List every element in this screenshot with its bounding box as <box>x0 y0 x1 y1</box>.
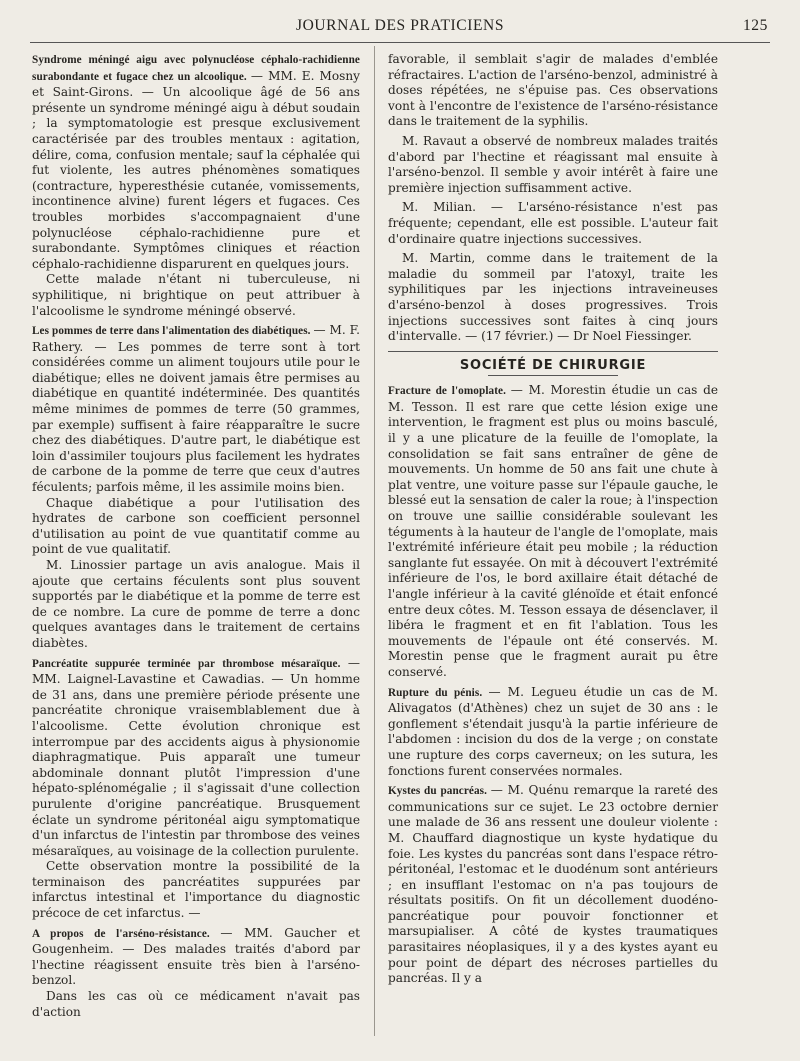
article <box>388 685 718 780</box>
continuation-paragraph: favorable, il semblait s'agir de malades d'emblée réfractaires. L'action de l'arséno-benzol, administré à doses répétées, ne s'épuise pas. Ces observations vont à l'encontre de l'existence de l'arséno-résistance dans le traitement de la syphilis. <box>388 52 718 129</box>
header-rule <box>30 42 770 43</box>
right-column <box>388 52 718 991</box>
running-header <box>30 17 770 39</box>
article-paragraph: Cette observation montre la possibilité de la terminaison des pancréatites suppurées par infarctus intestinal et l'importance du diagnostic précoce de cet infarctus. — <box>32 859 360 921</box>
article-paragraph: — MM. E. Mosny et Saint-Girons. — Un alcoolique âgé de 56 ans présente un syndrome méningé aigu à début soudain ; la symptomatologie est presque exclusivement caractérisée par des troubles mentaux : agitation, délire, coma, confusion mentale; sauf la céphalée qui fut violente, les autres phénomènes somatiques (contracture, hyperesthésie cutanée, vomissements, incontinence alvine) furent légers et fugaces. Ces troubles morbides s'accompagnaient d'une polynucléose céphalo-rachidienne pure et surabondante. Symptômes cliniques et réaction céphalo-rachidienne disparurent en quelques jours. <box>32 68 360 271</box>
article-paragraph: Chaque diabétique a pour l'utilisation des hydrates de carbone son coefficient personnel d'utilisation au point de vue quantitatif comme au point de vue qualitatif. <box>32 495 360 557</box>
article-paragraph: — M. Quénu remarque la rareté des communications sur ce sujet. Le 23 octobre dernier une malade de 36 ans ressent une douleur violente : M. Chauffard diagnostique un kyste hydatique du foie. Les kystes du pancréas sont dans l'espace rétro-péritonéal, l'estomac et le duodénum sont antérieurs ; en insufflant l'estomac on n'a pas toujours de résultats positifs. On fit un décollement duodéno-pancréatique pour pouvoir fonctionner et marsupialiser. A côté de kystes traumatiques parasitaires néoplasiques, il y a des kystes ayant eu pour point de départ des nécroses partielles du pancréas. Il y a <box>388 783 718 986</box>
column-divider <box>374 46 375 1036</box>
article-paragraph: — MM. Gaucher et Gougenheim. — Des malades traités d'abord par l'hectine réagissent ensuite très bien à l'arséno-benzol. <box>32 925 360 988</box>
article-title: Pancréatite suppurée terminée par thrombose mésaraïque. <box>32 657 348 670</box>
article-title: Rupture du pénis. <box>388 686 489 699</box>
article-paragraph: M. Linossier partage un avis analogue. Mais il ajoute que certains féculents sont plus souvent supportés par le diabétique et la pomme de terre est de ce nombre. La cure de pomme de terre a donc quelques avantages dans le traitement de certains diabètes. <box>32 558 360 650</box>
article <box>32 656 360 922</box>
continuation-paragraph: M. Martin, comme dans le traitement de la maladie du sommeil par l'atoxyl, traite les syphilitiques par les injections intraveineuses d'arséno-benzol à doses progressives. Trois injections successives sont faites à cinq jours d'intervalle. — (17 février.) — Dr Noel Fiessinger. <box>388 251 718 344</box>
article-paragraph: — M. Morestin étudie un cas de M. Tesson. Il est rare que cette lésion exige une intervention, le fragment est plus ou moins basculé, il y a une plicature de la feuille de l'omoplate, la consolidation se fait sans entraîner de gêne de mouvements. Un homme de 50 ans fait une chute à plat ventre, une voiture passe sur l'épaule gauche, le blessé eut la sensation de caler la roue; à l'inspection on trouve une saillie considérable soulevant les téguments à la hauteur de l'angle de l'omoplate, mais l'extrémité inférieure était peu mobile ; la réduction sanglante fut essayée. On mit à découvert l'extrémité inférieure de l'os, le bord axillaire était détaché de l'angle inférieur à la cavité glénoïde et était enfoncé entre deux côtes. M. Tesson essaya de désenclaver, il libéra le fragment et en fit l'ablation. Tous les mouvements de l'épaule ont été conservés. M. Morestin pense que le fragment aurait pu être conservé. <box>388 383 718 679</box>
article <box>32 52 360 319</box>
article <box>32 323 360 651</box>
article-paragraph: Cette malade n'étant ni tuberculeuse, ni syphilitique, ni brightique on peut attribuer à l'alcoolisme le syndrome méningé observé. <box>32 272 360 318</box>
article-paragraph: Dans les cas où ce médicament n'avait pas d'action <box>32 989 360 1019</box>
article-title: Les pommes de terre dans l'alimentation des diabétiques. <box>32 325 314 338</box>
article <box>388 383 718 680</box>
continuation-text <box>388 52 718 345</box>
article-title: A propos de l'arséno-résistance. <box>32 927 221 940</box>
article-paragraph: — M. F. Rathery. — Les pommes de terre sont à tort considérées comme un aliment toujours utile pour le diabétique; elles ne doivent jamais être permises au diabétique en quantité indéterminée. Des quantités même minimes de pommes de terre (50 grammes, par exemple) suffisent à faire réapparaître le sucre chez des diabétiques. D'autre part, le diabétique est loin d'assimiler toujours plus facilement les hydrates de carbone de la pomme de terre que ceux d'autres féculents; parfois même, il les assimile moins bien. <box>32 323 360 495</box>
continuation-paragraph: M. Ravaut a observé de nombreux malades traités d'abord par l'hectine et réagissant mal ensuite à l'arséno-benzol. Il semble y avoir intérêt à faire une première injection suffisamment active. <box>388 133 718 195</box>
article-title: Kystes du pancréas. <box>388 785 491 798</box>
article <box>388 783 718 987</box>
article-title: Fracture de l'omoplate. <box>388 385 511 398</box>
article-paragraph: — MM. Laignel-Lavastine et Cawadias. — Un homme de 31 ans, dans une première période présente une pancréatite chronique vraisemblablement due à l'alcoolisme. Cette évolution chronique est interrompue par des accidents aigus à physionomie diaphragmatique. Puis apparaît une tumeur abdominale donnant plutôt l'impression d'une hépato-splénomégalie ; il s'agissait d'une collection purulente d'origine pancréatique. Brusquement éclate un syndrome péritonéal aigu symptomatique d'un infarctus de l'intestin par thrombose des veines mésaraïques, au voisinage de la collection purulente. <box>32 655 360 858</box>
left-column <box>32 52 360 1024</box>
section-title: SOCIÉTÉ DE CHIRURGIE <box>388 351 718 374</box>
page-number: 125 <box>742 17 768 34</box>
article-title: Syndrome méningé aigu avec polynucléose céphalo-rachidienne surabondante et fugace chez un alcoolique. <box>32 54 360 83</box>
article <box>32 926 360 1021</box>
journal-title: JOURNAL DES PRATICIENS <box>295 17 505 34</box>
continuation-paragraph: M. Milian. — L'arséno-résistance n'est pas fréquente; cependant, elle est possible. L'auteur fait d'ordinaire quatre injections successives. <box>388 200 718 246</box>
article-paragraph: — M. Legueu étudie un cas de M. Alivagatos (d'Athènes) chez un sujet de 30 ans : le gonflement s'étendait jusqu'à la partie inférieure de l'abdomen : incision du dos de la verge ; on constate une rupture des corps caverneux; on les sutura, les fonctions furent conservées normales. <box>388 684 718 778</box>
